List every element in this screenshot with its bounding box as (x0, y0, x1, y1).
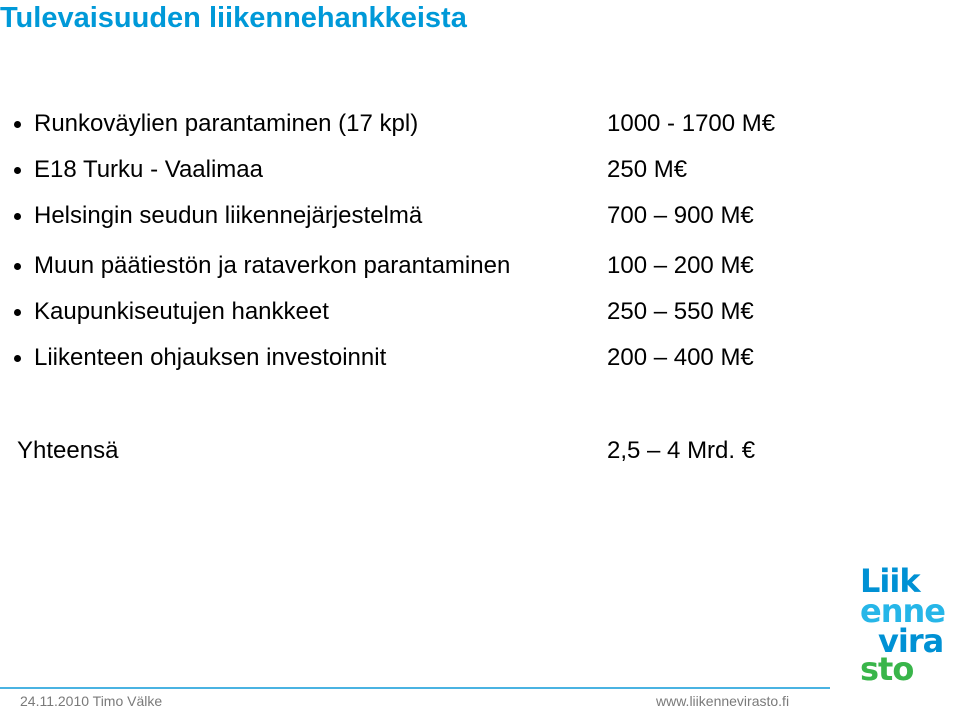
bullet-icon (14, 355, 21, 362)
item-value: 700 – 900 M€ (607, 202, 754, 229)
item-label: Runkoväylien parantaminen (17 kpl) (34, 110, 419, 137)
bullet-icon (14, 263, 21, 270)
logo-line-2: enne (860, 592, 945, 630)
liikennevirasto-logo (860, 562, 960, 688)
logo-line-3: vira (878, 622, 944, 660)
item-value: 250 – 550 M€ (607, 298, 754, 325)
item-value: 1000 - 1700 M€ (607, 110, 776, 137)
footer-divider (0, 687, 830, 689)
bullet-icon (14, 121, 21, 128)
logo-line-1: Liik (860, 562, 920, 600)
footer-date-author: 24.11.2010 Timo Välke (20, 693, 163, 709)
item-label: E18 Turku - Vaalimaa (34, 156, 263, 183)
item-value: 100 – 200 M€ (607, 252, 754, 279)
bullet-icon (14, 213, 21, 220)
total-label: Yhteensä (17, 437, 119, 464)
item-label: Muun päätiestön ja rataverkon parantaminen (34, 252, 511, 279)
bullet-icon (14, 309, 21, 316)
item-value: 250 M€ (607, 156, 688, 183)
item-label: Helsingin seudun liikennejärjestelmä (34, 202, 423, 229)
item-label: Liikenteen ohjauksen investoinnit (34, 344, 387, 371)
logo-line-4: sto (860, 650, 914, 688)
slide-title: Tulevaisuuden liikennehankkeista (0, 2, 467, 34)
total-value: 2,5 – 4 Mrd. € (607, 437, 756, 464)
footer-website-link[interactable]: www.liikennevirasto.fi (656, 693, 790, 709)
item-label: Kaupunkiseutujen hankkeet (34, 298, 329, 325)
item-value: 200 – 400 M€ (607, 344, 754, 371)
bullet-icon (14, 167, 21, 174)
